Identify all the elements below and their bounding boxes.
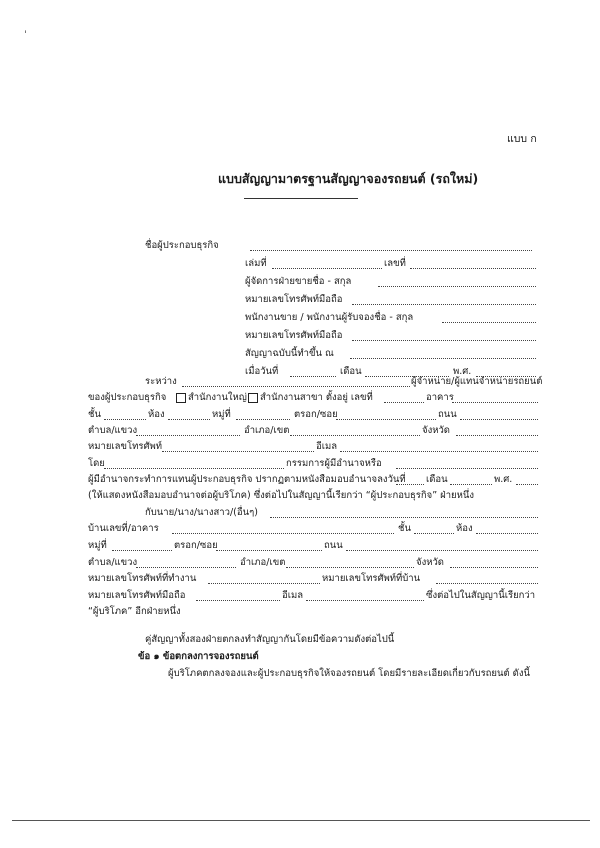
subdistrict-line[interactable] xyxy=(136,435,240,436)
by-line[interactable] xyxy=(104,468,284,469)
mobile-2-label: หมายเลขโทรศัพท์มือถือ xyxy=(245,330,343,341)
work-phone-line[interactable] xyxy=(208,583,320,584)
branch-office-checkbox[interactable] xyxy=(248,393,258,403)
c-subdistrict-line[interactable] xyxy=(136,567,236,568)
authorized-director-label: กรรมการผู้มีอำนาจหรือ xyxy=(286,458,382,469)
business-name-label: ชื่อผู้ประกอบธุรกิจ xyxy=(145,240,219,251)
number-label: เลขที่ xyxy=(384,258,406,269)
province-line[interactable] xyxy=(456,435,538,436)
head-office-checkbox[interactable] xyxy=(176,393,186,403)
year-label: พ.ศ. xyxy=(453,366,472,377)
poa-year-label: พ.ศ. xyxy=(494,474,513,485)
form-code: แบบ ก xyxy=(507,133,537,145)
date-line[interactable] xyxy=(290,376,336,377)
c-moo-label: หมู่ที่ xyxy=(88,540,107,551)
floor-label: ชั้น xyxy=(88,409,101,420)
c-mobile-label: หมายเลขโทรศัพท์มือถือ xyxy=(88,590,186,601)
show-poa-text: (ให้แสดงหนังสือมอบอำนาจต่อผู้บริโภค) ซึ่งต่อไปในสัญญานี้เรียกว่า “ผู้ประกอบธุรกิจ” ฝ่ายหนึ่ง xyxy=(88,490,474,501)
poa-year-line[interactable] xyxy=(516,484,538,485)
page-title: แบบสัญญามาตรฐานสัญญาจองรถยนต์ (รถใหม่) xyxy=(218,171,479,186)
road-line[interactable] xyxy=(460,419,538,420)
c-mobile-line[interactable] xyxy=(196,600,280,601)
scan-mark: ˈ xyxy=(24,30,27,41)
page-bottom-border xyxy=(12,820,590,821)
with-person-label: กับนาย/นาง/นางสาว/(อื่นๆ) xyxy=(145,507,258,518)
poa-date-line[interactable] xyxy=(396,484,424,485)
road-label: ถนน xyxy=(438,409,457,420)
sales-manager-label: ผู้จัดการฝ่ายขายชื่อ - สกุล xyxy=(245,276,352,287)
with-person-line[interactable] xyxy=(270,517,538,518)
home-phone-line[interactable] xyxy=(436,583,538,584)
floor-line[interactable] xyxy=(104,419,146,420)
room-line[interactable] xyxy=(168,419,210,420)
c-moo-line[interactable] xyxy=(112,550,172,551)
c-subdistrict-label: ตำบล/แขวง xyxy=(88,557,138,568)
c-room-line[interactable] xyxy=(476,533,538,534)
building-label: อาคาร xyxy=(426,392,454,403)
clause-1-text: ผู้บริโภคตกลงจองและผู้ประกอบธุรกิจให้จองรถยนต์ โดยมีรายละเอียดเกี่ยวกับรถยนต์ ดังนี้ xyxy=(168,668,530,679)
month-label: เดือน xyxy=(340,366,362,377)
building-line[interactable] xyxy=(452,402,538,403)
dealer-label: ผู้จำหน่าย/ผู้แทนจำหน่ายรถยนต์ xyxy=(411,376,543,387)
c-road-line[interactable] xyxy=(346,550,538,551)
business-name-line[interactable] xyxy=(250,250,532,251)
made-at-label: สัญญาฉบับนี้ทำขึ้น ณ xyxy=(245,348,334,359)
poa-month-label: เดือน xyxy=(426,474,448,485)
dealer-name-line[interactable] xyxy=(182,386,410,387)
c-email-line[interactable] xyxy=(306,600,424,601)
c-floor-line[interactable] xyxy=(414,533,454,534)
c-district-label: อำเภอ/เขต xyxy=(240,557,286,568)
district-label: อำเภอ/เขต xyxy=(244,425,290,436)
c-email-label: อีเมล xyxy=(282,590,304,601)
mobile-2-line[interactable] xyxy=(352,340,536,341)
clause-1-title: ข้อ ๑ ข้อตกลงการจองรถยนต์ xyxy=(138,651,259,662)
head-office-label: สำนักงานใหญ่ xyxy=(188,392,247,403)
hereinafter-text: ซึ่งต่อไปในสัญญานี้เรียกว่า xyxy=(426,590,536,601)
email-label: อีเมล xyxy=(316,441,338,452)
house-no-line[interactable] xyxy=(172,533,394,534)
of-operator-label: ของผู้ประกอบธุรกิจ xyxy=(88,392,167,403)
branch-no-line[interactable] xyxy=(384,402,424,403)
subdistrict-label: ตำบล/แขวง xyxy=(88,425,138,436)
district-line[interactable] xyxy=(290,435,420,436)
salesperson-label: พนักงานขาย / พนักงานผู้รับจองชื่อ - สกุล xyxy=(245,312,414,323)
work-phone-label: หมายเลขโทรศัพท์ที่ทำงาน xyxy=(88,573,197,584)
date-label: เมื่อวันที่ xyxy=(245,366,279,377)
consumer-text: “ผู้บริโภค” อีกฝ่ายหนึ่ง xyxy=(88,606,181,617)
c-district-line[interactable] xyxy=(286,567,414,568)
number-line[interactable] xyxy=(410,268,536,269)
c-road-label: ถนน xyxy=(324,540,343,551)
house-no-label: บ้านเลขที่/อาคาร xyxy=(88,523,159,534)
moo-line[interactable] xyxy=(236,419,290,420)
phone-line[interactable] xyxy=(162,451,314,452)
book-no-line[interactable] xyxy=(272,268,382,269)
title-underline xyxy=(244,198,358,199)
c-alley-label: ตรอก/ซอย xyxy=(174,540,218,551)
room-label: ห้อง xyxy=(148,409,165,420)
c-floor-label: ชั้น xyxy=(398,523,411,534)
c-alley-line[interactable] xyxy=(216,550,322,551)
c-province-line[interactable] xyxy=(450,567,538,568)
by-label: โดย xyxy=(88,458,105,469)
made-at-line[interactable] xyxy=(350,358,536,359)
salesperson-line[interactable] xyxy=(442,322,536,323)
authorized-director-line[interactable] xyxy=(396,468,538,469)
authorized-person-label: ผู้มีอำนาจกระทำการแทนผู้ประกอบธุรกิจ ปรากฏตามหนังสือมอบอำนาจลงวันที่ xyxy=(88,474,406,485)
c-province-label: จังหวัด xyxy=(416,557,444,568)
alley-line[interactable] xyxy=(336,419,436,420)
mobile-1-label: หมายเลขโทรศัพท์มือถือ xyxy=(245,294,343,305)
poa-month-line[interactable] xyxy=(450,484,492,485)
mobile-1-line[interactable] xyxy=(352,304,536,305)
moo-label: หมู่ที่ xyxy=(212,409,231,420)
book-no-label: เล่มที่ xyxy=(245,258,267,269)
province-label: จังหวัด xyxy=(422,425,450,436)
branch-office-label: สำนักงานสาขา ตั้งอยู่ เลขที่ xyxy=(260,392,373,403)
alley-label: ตรอก/ซอย xyxy=(294,409,338,420)
phone-label: หมายเลขโทรศัพท์ xyxy=(88,441,163,452)
agree-text: คู่สัญญาทั้งสองฝ่ายตกลงทำสัญญากันโดยมีข้อความดังต่อไปนี้ xyxy=(145,634,395,645)
sales-manager-line[interactable] xyxy=(378,286,536,287)
c-room-label: ห้อง xyxy=(456,523,473,534)
home-phone-label: หมายเลขโทรศัพท์ที่บ้าน xyxy=(322,573,421,584)
between-label: ระหว่าง xyxy=(145,376,177,387)
email-line[interactable] xyxy=(340,451,538,452)
